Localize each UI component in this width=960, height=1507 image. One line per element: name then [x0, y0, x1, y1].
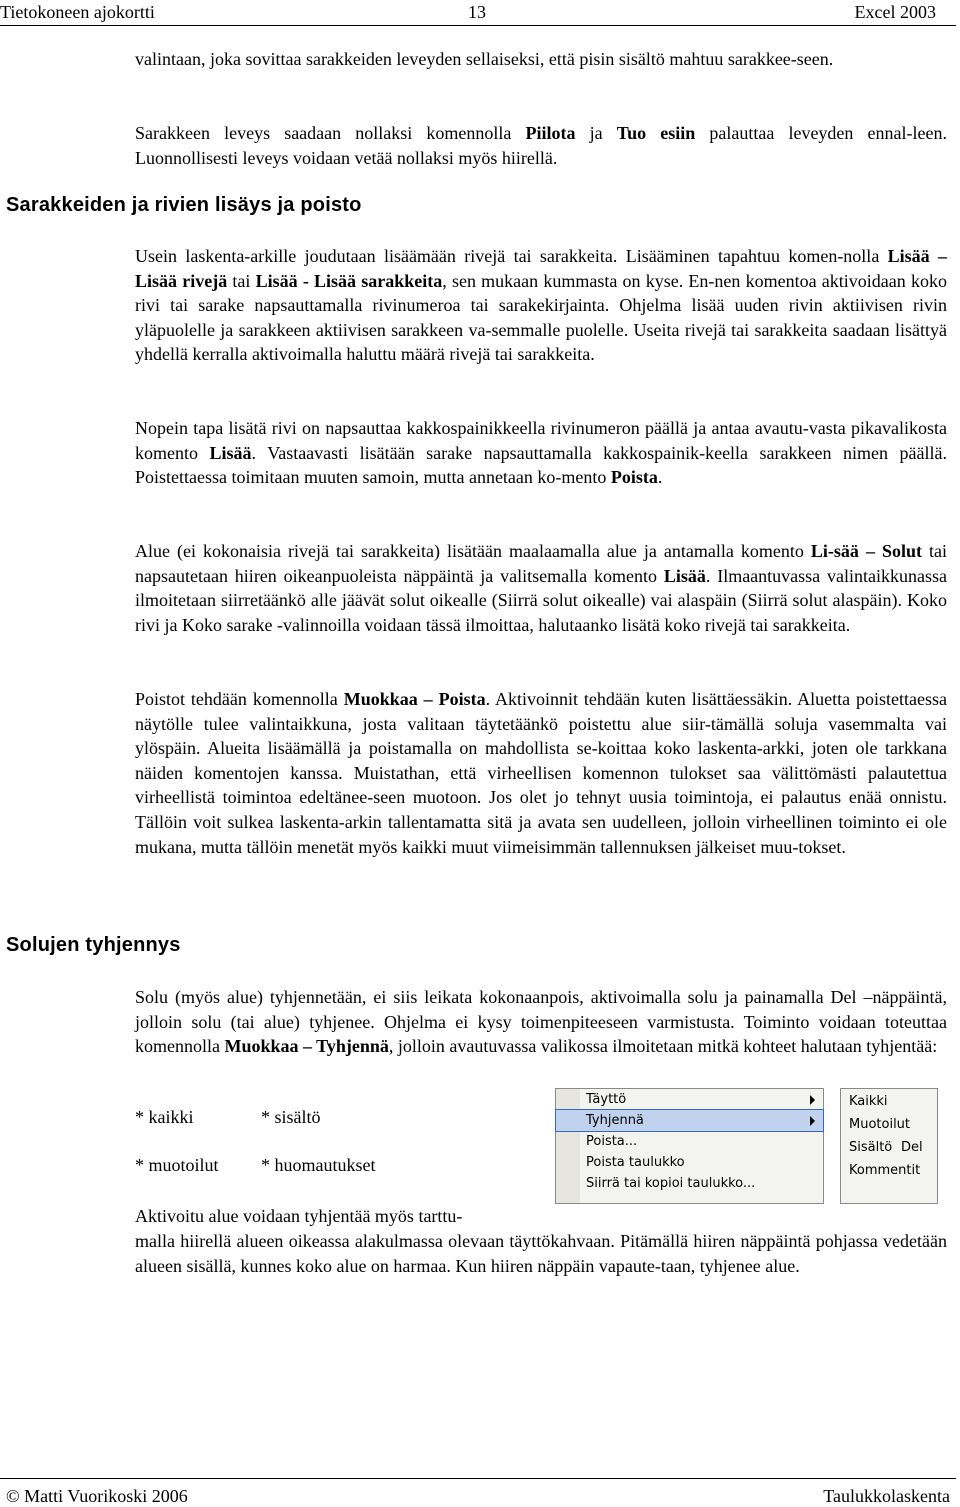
- option-formats: * muotoilut: [135, 1155, 219, 1175]
- submenu-arrow-icon: [810, 1116, 815, 1126]
- section1-paragraph-4: Poistot tehdään komennolla Muokkaa – Poista. Aktivoinnit tehdään kuten lisättäessäkin. Aluetta poistettaessa näytölle tulee valintaikkuna, josta valitaan täytetäänkö poistettu alue siir-tämällä soluja vasemmalta vai ylöspäin. Alueita lisäämällä ja poistamalla on mahdollista se-koittaa koko laskenta-arkki, joten ole tarkkana näiden komentojen kanssa. Muistathan, että virheellisen komennon tulokset saa välittömästi palautettua virheellistä toimintoa edeltänee-seen muotoon. Jos olet jo tehnyt uusia toimintoja, ei palautus enää onnistu. Tällöin voit sulkea laskenta-arkin tallentamatta sitä ja avata sen uudelleen, jolloin virheellinen toiminto ei ole mukana, mutta tällöin menetät myös kaikki muut viimeisimmän tallennuksen jälkeiset muu-tokset.: [135, 689, 947, 857]
- menu-item-delete-label: Poista...: [586, 1134, 638, 1149]
- section-heading-insert-delete: Sarakkeiden ja rivien lisäys ja poisto: [6, 194, 362, 216]
- menu-item-move-copy-label: Siirrä tai kopioi taulukko...: [586, 1176, 756, 1191]
- section-heading-clear-cells: Solujen tyhjennys: [6, 934, 181, 956]
- header-right: Excel 2003: [854, 2, 936, 22]
- page-number: 13: [468, 2, 486, 22]
- page-header: [0, 0, 960, 26]
- intro-paragraph-1: valintaan, joka sovittaa sarakkeiden leveyden sellaiseksi, että pisin sisältö mahtuu sarakkee-seen.: [135, 49, 834, 69]
- submenu-arrow-icon: [810, 1095, 815, 1105]
- menu-item-move-copy-sheet[interactable]: [556, 1173, 823, 1194]
- option-comments: * huomautukset: [261, 1155, 376, 1175]
- shortcut-key: Del: [901, 1140, 923, 1155]
- menu-item-delete-sheet[interactable]: [556, 1152, 823, 1173]
- menu-item-fill-label: Täyttö: [586, 1092, 627, 1107]
- menu-item-clear-label: Tyhjennä: [586, 1113, 644, 1128]
- section2-paragraph-1: Solu (myös alue) tyhjennetään, ei siis leikata kokonaanpois, aktivoimalla solu ja painamalla Del –näppäintä, jolloin solu (tai alue) tyhjenee. Ohjelma ei kysy toimenpiteeseen varmistusta. Toiminto voidaan toteuttaa komennolla Muokkaa – Tyhjennä, jolloin avautuvassa valikossa ilmoitetaan mitkä kohteet halutaan tyhjentää:: [135, 987, 947, 1057]
- edit-menu: [555, 1088, 824, 1204]
- option-content: * sisältö: [261, 1107, 321, 1127]
- submenu-item-contents-label: Sisältö: [849, 1140, 893, 1155]
- section2-paragraph-2: Aktivoitu alue voidaan tyhjentää myös tarttu-: [135, 1206, 463, 1226]
- submenu-item-comments[interactable]: [841, 1160, 937, 1181]
- header-left: Tietokoneen ajokortti: [0, 2, 155, 22]
- section1-paragraph-3: Alue (ei kokonaisia rivejä tai sarakkeita) lisätään maalaamalla alue ja antamalla komento Li-sää – Solut tai napsautetaan hiiren oikeanpuoleista näppäintä ja valitsemalla komento Lisää. Ilmaantuvassa valintaikkunassa ilmoitetaan siirretäänkö alle jäävät solut oikealle (Siirrä solut oikealle) vai alaspäin (Siirrä solut alaspäin). Koko rivi ja Koko sarake -valinnoilla voidaan tässä ilmoittaa, halutaanko lisätä koko rivejä tai sarakkeita.: [135, 541, 947, 635]
- header-rule: [0, 25, 956, 26]
- submenu-item-contents[interactable]: [841, 1137, 937, 1158]
- option-all: * kaikki: [135, 1107, 194, 1127]
- intro-paragraph-2: Sarakkeen leveys saadaan nollaksi komennolla Piilota ja Tuo esiin palauttaa leveyden ennal-leen. Luonnollisesti leveys voidaan vetää nollaksi myös hiirellä.: [135, 123, 947, 168]
- submenu-item-formats[interactable]: [841, 1114, 937, 1135]
- footer-left: © Matti Vuorikoski 2006: [6, 1486, 188, 1506]
- menu-item-fill[interactable]: [556, 1089, 823, 1110]
- menu-item-delete-sheet-label: Poista taulukko: [586, 1155, 685, 1170]
- submenu-item-all-label: Kaikki: [849, 1094, 888, 1109]
- submenu-item-comments-label: Kommentit: [849, 1163, 921, 1178]
- footer-right: Taulukkolaskenta: [823, 1486, 950, 1506]
- menu-item-clear[interactable]: [556, 1110, 823, 1131]
- clear-submenu: [840, 1088, 938, 1204]
- submenu-item-all[interactable]: [841, 1091, 937, 1112]
- section1-paragraph-2: Nopein tapa lisätä rivi on napsauttaa kakkospainikkeella rivinumeron päällä ja antaa avautu-vasta pikavalikosta komento Lisää. Vastaavasti lisätään sarake napsauttamalla kakkospainik-keella sarakkeen nimen päällä. Poistettaessa toimitaan muuten samoin, mutta annetaan ko-mento Poista.: [135, 418, 947, 488]
- section1-paragraph-1: Usein laskenta-arkille joudutaan lisäämään rivejä tai sarakkeita. Lisääminen tapahtuu komen-nolla Lisää – Lisää rivejä tai Lisää - Lisää sarakkeita, sen mukaan kummasta on kyse. En-nen komentoa aktivoidaan koko rivi tai sarake napsauttamalla rivinumeroa tai sarakekirjainta. Ohjelma lisää uuden rivin aktiivisen rivin yläpuolelle ja sarakkeen aktiivisen sarakkeen va-semmalle puolelle. Useita rivejä tai sarakkeita saadaan lisättyä yhdellä kerralla aktivoimalla haluttu määrä rivejä tai sarakkeita.: [135, 246, 948, 365]
- section2-paragraph-3: malla hiirellä alueen oikeassa alakulmassa olevaan täyttökahvaan. Pitämällä hiiren näppäintä pohjassa vedetään alueen sisällä, kunnes koko alue on harmaa. Kun hiiren näppäin vapaute-taan, tyhjenee alue.: [135, 1231, 947, 1276]
- footer-rule: [0, 1478, 956, 1479]
- menu-item-delete[interactable]: [556, 1131, 823, 1152]
- clear-menu-screenshot: [555, 1088, 937, 1204]
- submenu-item-formats-label: Muotoilut: [849, 1117, 911, 1132]
